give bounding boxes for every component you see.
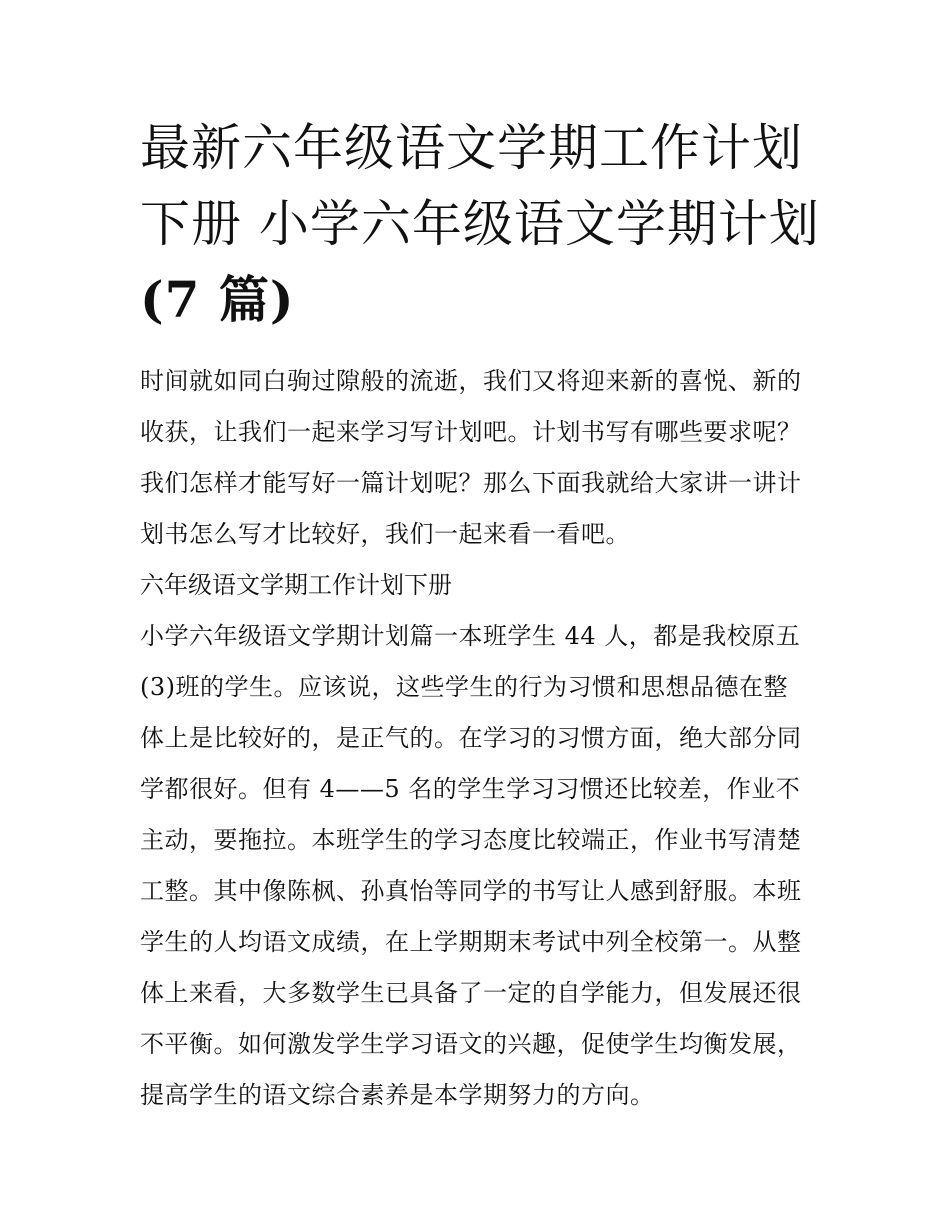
section-subheading: 六年级语文学期工作计划下册	[140, 571, 452, 599]
section-line: 学生的人均语文成绩，在上学期期末考试中列全校第一。从整	[140, 928, 802, 956]
section-line: 工整。其中像陈枫、孙真怡等同学的书写让人感到舒服。本班	[140, 877, 802, 905]
page-title	[140, 110, 820, 338]
section-line: 不平衡。如何激发学生学习语文的兴趣，促使学生均衡发展，	[140, 1030, 802, 1058]
intro-line: 收获，让我们一起来学习写计划吧。计划书写有哪些要求呢？	[140, 418, 802, 446]
section-line: 提高学生的语文综合素养是本学期努力的方向。	[140, 1081, 655, 1109]
intro-line: 时间就如同白驹过隙般的流逝，我们又将迎来新的喜悦、新的	[140, 367, 802, 395]
section-line: 主动，要拖拉。本班学生的学习态度比较端正，作业书写清楚	[140, 826, 802, 854]
intro-line: 我们怎样才能写好一篇计划呢？那么下面我就给大家讲一讲计	[140, 469, 802, 497]
title-line-3: (7 篇)	[140, 270, 295, 329]
section-line: (3)班的学生。应该说，这些学生的行为习惯和思想品德在整	[140, 673, 788, 701]
title-line-2: 下册 小学六年级语文学期计划	[140, 195, 820, 253]
title-line-1: 最新六年级语文学期工作计划	[140, 119, 803, 177]
section-line: 学都很好。但有 4——5 名的学生学习习惯还比较差，作业不	[140, 775, 801, 803]
intro-paragraph	[140, 356, 820, 560]
section-line: 小学六年级语文学期计划篇一本班学生 44 人，都是我校原五	[140, 622, 801, 650]
section-line: 体上是比较好的，是正气的。在学习的习惯方面，绝大部分同	[140, 724, 802, 752]
document-page	[140, 110, 820, 1121]
section-paragraph	[140, 611, 820, 1121]
section-line: 体上来看，大多数学生已具备了一定的自学能力，但发展还很	[140, 979, 802, 1007]
intro-line: 划书怎么写才比较好，我们一起来看一看吧。	[140, 520, 630, 548]
